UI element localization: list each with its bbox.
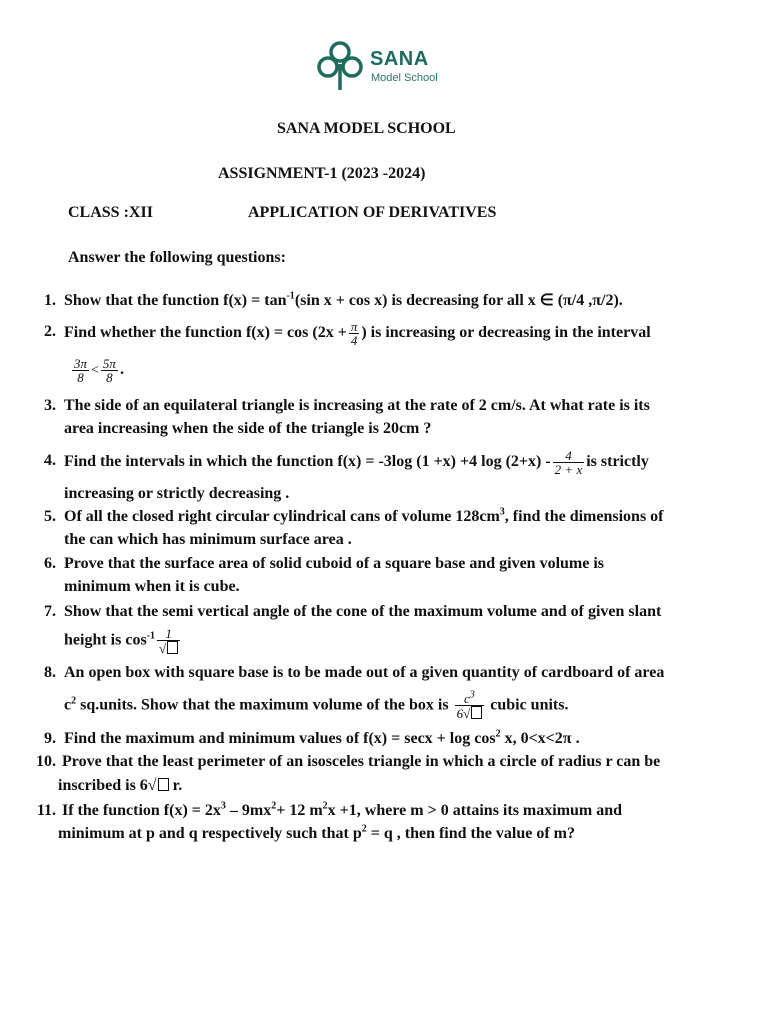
question-text-cont: inscribed is 6√ r.	[58, 777, 183, 794]
question-text: Show that the function $f(x) = \tan^{-1}(\sin$ x + cos x) is decreasing for all x ∈ (π/4 ,π/2).	[64, 290, 623, 309]
logo-name: SANA	[370, 48, 429, 70]
school-logo	[316, 40, 456, 96]
question-text: Prove that the least perimeter of an isosceles triangle in which a circle of radius r can be	[62, 753, 661, 770]
question-text: Prove that the surface area of solid cuboid of a square base and given volume is	[64, 555, 605, 572]
logo-subtitle: Model School	[371, 72, 438, 84]
question-number: 5.	[44, 508, 56, 525]
placeholder-box-icon	[471, 706, 482, 719]
question-number: 1.	[44, 292, 56, 309]
question-number: 8.	[44, 664, 56, 681]
question-text-cont: height is $\cos^{-1}$ $\frac{1}{√}$	[64, 627, 182, 655]
question-number: 10.	[36, 753, 56, 770]
clover-logo-icon	[316, 40, 364, 96]
question-number: 11.	[36, 802, 56, 819]
question-text-cont: $c^2$ sq.units. Show that the maximum volume of the box is $\frac{c^3}{6√}$ cubic units.	[64, 689, 569, 721]
fraction-c3-over-6sqrt: $\frac{c^3}{6√}$	[455, 692, 485, 720]
fraction-pi-over-4: $\frac{\pi}{4}$	[350, 319, 358, 348]
school-title: SANA MODEL SCHOOL	[277, 120, 456, 137]
question-text: The side of an equilateral triangle is increasing at the rate of 2 cm/s. At what rate is its	[64, 397, 650, 414]
question-number: 9.	[44, 730, 56, 747]
instruction-text: Answer the following questions:	[68, 249, 286, 266]
fraction-1-over-sqrt: $\frac{1}{√}$	[157, 627, 180, 655]
question-text: Find the maximum and minimum values of $f(x) = \sec x + \log \cos^2 x$, 0<x<2π .	[64, 728, 580, 747]
question-text: Find whether the function f(x) = cos (2x + $\frac{\pi}{4}$ ) is increasing or decreasing in the interval	[64, 319, 651, 348]
question-number: 3.	[44, 397, 56, 414]
fraction-4-over-2-plus-x: $\frac{4}{2 + x}$	[554, 448, 583, 477]
question-text: Of all the closed right circular cylindrical cans of volume $128cm^3$, find the dimensions of	[64, 506, 664, 525]
question-text-cont: increasing or strictly decreasing .	[64, 485, 290, 502]
question-number: 7.	[44, 603, 56, 620]
question-text-cont: minimum at p and q respectively such that $p^2 = q$ , then find the value of m?	[58, 823, 575, 842]
question-number: 4.	[44, 452, 56, 469]
question-text-cont: the can which has minimum surface area .	[64, 531, 352, 548]
question-number: 2.	[44, 323, 56, 340]
question-number: 6.	[44, 555, 56, 572]
placeholder-box-icon	[158, 778, 169, 791]
placeholder-box-icon	[167, 641, 178, 654]
question-text-cont: area increasing when the side of the triangle is 20cm ?	[64, 420, 432, 437]
question-text: Show that the semi vertical angle of the cone of the maximum volume and of given slant	[64, 603, 662, 620]
question-text-cont: minimum when it is cube.	[64, 578, 240, 595]
question-text: An open box with square base is to be made out of a given quantity of cardboard of area	[64, 664, 665, 681]
fraction-5pi-over-8: $\frac{5\pi}{8}$	[102, 356, 116, 385]
class-label: CLASS :XII	[68, 204, 153, 221]
assignment-title: ASSIGNMENT-1 (2023 -2024)	[218, 165, 426, 182]
question-text: Find the intervals in which the function f(x) = -3log (1 +x) +4 log (2+x) - $\frac{4}{2 + x}$ is strictly	[64, 448, 649, 477]
topic-title: APPLICATION OF DERIVATIVES	[248, 204, 497, 221]
fraction-3pi-over-8: $\frac{3\pi}{8}$	[74, 356, 88, 385]
question-text: If the function $f(x) = 2x^3 - 9mx^2+ 12$ $m^2x +1$, where m > 0 attains its maximum and	[62, 800, 623, 819]
